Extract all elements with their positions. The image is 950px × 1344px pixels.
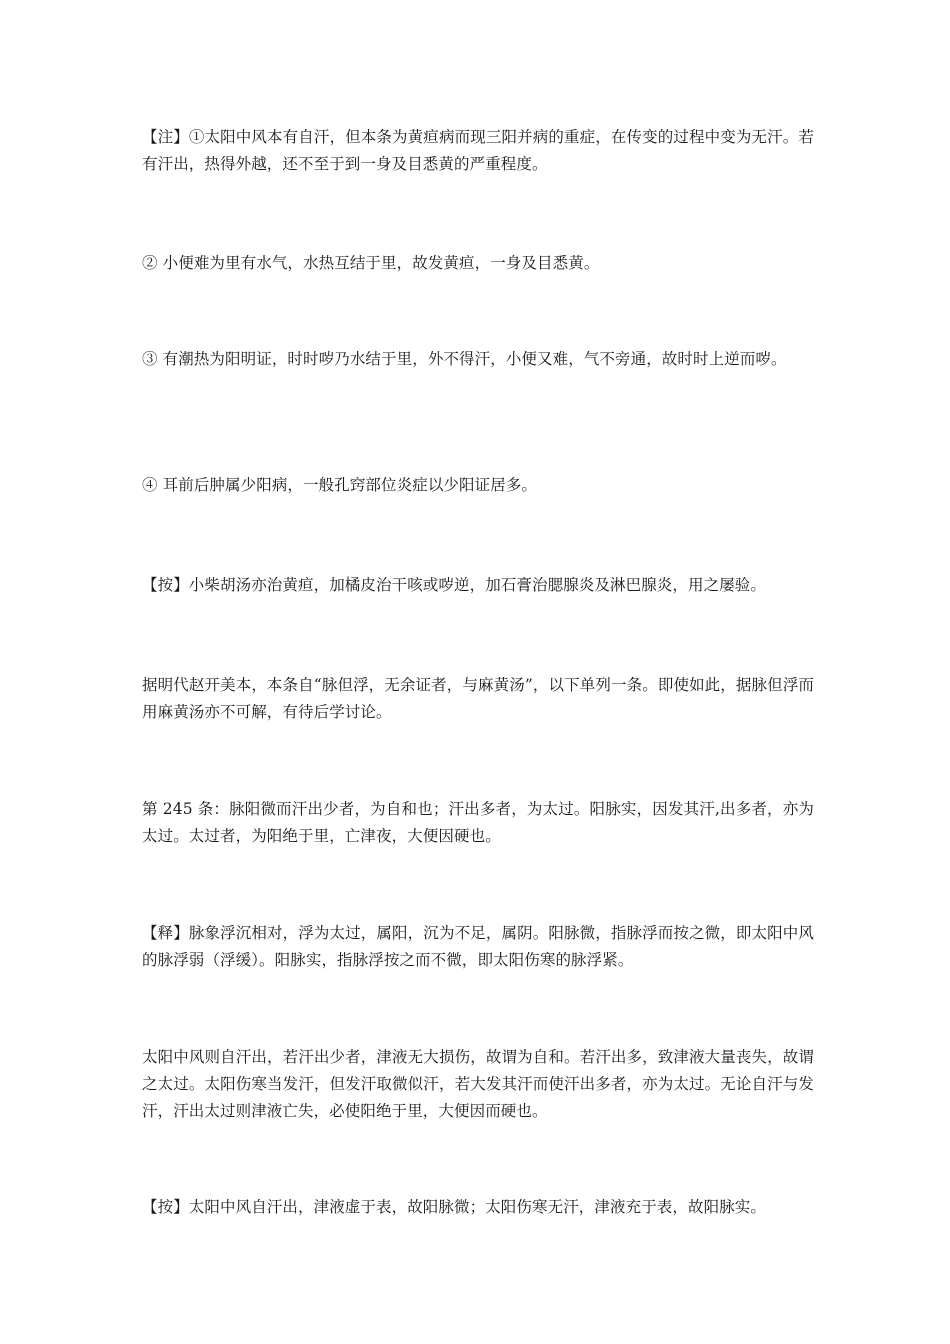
explanation-continued-paragraph: 太阳中风则自汗出，若汗出少者，津液无大损伤，故谓为自和。若汗出多，致津液大量丧失，故谓之太过。太阳伤寒当发汗，但发汗取微似汗，若大发其汗而使汗出多者，亦为太过。无论自汗与发汗，汗出太过则津液亡失，必使阳绝于里，大便因而硬也。 [142,1048,814,1120]
final-commentary-paragraph: 【按】太阳中风自汗出，津液虚于表，故阳脉微；太阳伤寒无汗，津液充于表，故阳脉实。 [142,1198,767,1216]
explanation-paragraph: 【释】脉象浮沉相对，浮为太过，属阳，沉为不足，属阴。阳脉微，指脉浮而按之微，即太阳中风的脉浮弱（浮缓）。阳脉实，指脉浮按之而不微，即太阳伤寒的脉浮紧。 [142,924,814,969]
article-245-paragraph: 第 245 条：脉阳微而汗出少者，为自和也；汗出多者，为太过。阳脉实，因发其汗,出多者，亦为太过。太过者，为阳绝于里，亡津夜，大便因硬也。 [142,800,814,845]
commentary-paragraph: 【按】小柴胡汤亦治黄疸，加橘皮治干咳或哕逆，加石膏治腮腺炎及淋巴腺炎，用之屡验。 [142,576,767,594]
note-paragraph-3: ③ 有潮热为阳明证，时时哕乃水结于里，外不得汗，小便又难，气不旁通，故时时上逆而哕。 [142,350,787,368]
note-paragraph-2: ② 小便难为里有水气，水热互结于里，故发黄疸，一身及目悉黄。 [142,254,600,272]
note-paragraph-1: 【注】①太阳中风本有自汗，但本条为黄疸病而现三阳并病的重症，在传变的过程中变为无汗。若有汗出，热得外越，还不至于到一身及目悉黄的严重程度。 [142,128,814,173]
edition-remark-paragraph: 据明代赵开美本，本条自“脉但浮，无余证者，与麻黄汤”，以下单列一条。即使如此，据脉但浮而用麻黄汤亦不可解，有待后学讨论。 [142,676,814,721]
note-paragraph-4: ④ 耳前后肿属少阳病，一般孔窍部位炎症以少阳证居多。 [142,476,538,494]
